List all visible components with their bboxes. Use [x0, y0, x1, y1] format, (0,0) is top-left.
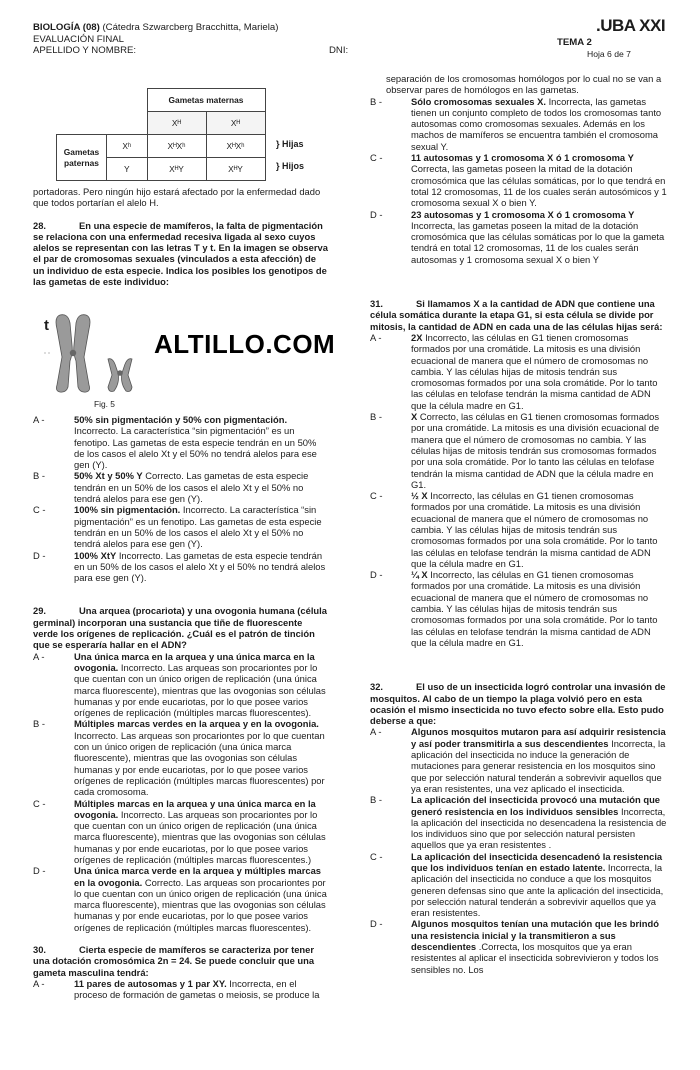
answer-option: D - Algunos mosquitos tenían una mutación que les brindó una resistencia inicial y la transmitieron a sus descendientes .Correcta, los mosquitos que ya eran resistentes al aplicar el insecticida sobrevivieron y todos los sensibles no. Los [370, 918, 659, 975]
paternal-gamete: Y [107, 158, 148, 181]
answer-option: C - 100% sin pigmentación. Incorrecto. La característica “sin pigmentación” es un fenotipo. Las gametas de esta especie tendrán en un 50% de los casos el alelo Xt y el 50% no tendrá alelos para ese gen (Y). [33, 504, 322, 550]
question-30: 30. Cierta especie de mamíferos se caracteriza por tener una dotación cromosómica 2n = 24. Se puede concluir que una gameta masculina tendrá: [33, 944, 315, 978]
left-column-top [33, 186, 329, 287]
name-label: APELLIDO Y NOMBRE: [33, 45, 137, 56]
answer-option: B - X Correcto, las células en G1 tienen cromosomas formados por una cromátide. La mitosis es una división ecuacional de manera que el número de cromosomas no cambia. Y las células hijas de mitosis tendrán sus cromosomas formados por una sola cromátide. Por lo tanto las células en telofase tendrán la misma cantidad de ADN que la célula madre en G1. [370, 411, 660, 490]
answer-option: C - ½ X Incorrecto, las células en G1 tienen cromosomas formados por una cromátide. La mitosis es una división ecuacional de manera que el número de cromosomas no cambia. Y las células hijas de mitosis tendrán sus cromosomas formados por una sola cromátide. Por lo tanto las células en telofase tendrán la misma cantidad de ADN que la célula madre en G1. [370, 490, 658, 569]
header-block [33, 22, 278, 57]
paternal-label: Gametas paternas [57, 135, 107, 181]
question-29: 29. Una arquea (procariota) y una ovogonia humana (célula germinal) incorporan una sustancia que tiñe de fluorescente verde los orígenes de replicación. ¿Cuál es el patrón de tinción que se esperaría hallar en el ADN? [33, 605, 327, 651]
answer-option: D - Una única marca verde en la arquea y múltiples marcas en la ovogonia. Correcto. Las arqueas son procariontes por lo que cuentan con un único origen de replicación (una única marca fluorescente), mientras que las ovogonias son células humanas y por ende eucariotas, por lo que posee varios orígenes de replicación (múltiples marcas fluorescentes). [33, 865, 327, 933]
chromosome-pair-image [40, 313, 155, 395]
continuation-text: separación de los cromosomas homólogos por lo cual no se van a observar pares de homólogos en las gametas. [386, 73, 662, 96]
watermark: ALTILLO.COM [154, 329, 336, 359]
intro-text: portadoras. Pero ningún hijo estará afectado por la enfermedad dado que todos portarían el alelo H. [33, 186, 321, 209]
page-number: Hoja 6 de 7 [587, 49, 631, 59]
figure-caption: Fig. 5 [94, 399, 115, 409]
daughters-note: } Hijas [276, 139, 304, 149]
question-31: 31. Si llamamos X a la cantidad de ADN que contiene una célula somática durante la etapa G1, si esta célula se divide por mitosis, la cantidad de ADN en cada una de las células hijas será: [370, 298, 663, 332]
maternal-gamete: Xᴴ [206, 112, 265, 135]
answer-option: C - 11 autosomas y 1 cromosoma X ó 1 cromosoma Y Correcta, las gametas poseen la mitad de la dotación cromosómica que las células somáticas, por lo que tendrá en total 12 cromosomas, 11 de los cuales serán autosómicos y 1 cromosoma sexual X o bien Y. [370, 152, 667, 209]
genotype-cell: XᴴXʰ [147, 135, 206, 158]
paternal-gamete: Xʰ [107, 135, 148, 158]
allele-label: t [44, 317, 49, 334]
answer-option: B - Múltiples marcas verdes en la arquea y en la ovogonia. Incorrecto. Las arqueas son procariontes por lo que cuentan con un único origen de replicación (una única marca fluorescente), mientras que las ovogonias son células humanas y por ende eucariotas, por lo que posee varios orígenes de replicación (múltiples marcas fluorescentes) por cada cromosoma. [33, 718, 325, 798]
uba-logo: .UBA XXI [596, 16, 666, 35]
answer-option: A - 11 pares de autosomas y 1 par XY. Incorrecta, en el proceso de formación de gametas o meiosis, se produce la [33, 977, 320, 1001]
answer-option: C - La aplicación del insecticida desencadenó la resistencia que los individuos tenían en estado latente. Incorrecta, la aplicación del insecticida no conduce a que los mosquitos generen defensas sino que ante la aplicación del insecticida, por selección natural tenderán a sobrevivir aquellos que ya eran resistentes. [370, 850, 664, 919]
answer-option: A - Algunos mosquitos mutaron para así adquirir resistencia y así poder transmitirla a sus descendientes Incorrecta, la aplicación del insecticida no induce la generación de mutaciones para generar resistencia en los mosquitos sino que por selección natural tenderán a sobrevivir aquellos que ya eran resistentes, una vez aplicado el insecticida. [370, 726, 666, 794]
answer-option: A - 50% sin pigmentación y 50% con pigmentación. Incorrecto. La característica “sin pigmentación” es un fenotipo. Las gametas de esta especie tendrán en un 50% de los casos el alelo Xt y el 50% no tendrá alelos para ese gen (Y). [33, 414, 317, 471]
maternal-gamete: Xᴴ [147, 112, 206, 135]
dni-label: DNI: [329, 45, 349, 56]
answer-option: B - 50% Xt y 50% Y Correcto. Las gametas de esta especie tendrán en un 50% de los casos el alelo Xt y el 50% no tendrá alelos para ese gen (Y). [33, 470, 309, 505]
course-title: BIOLOGÍA (08) (Cátedra Szwarcberg Bracchitta, Mariela) [33, 22, 279, 33]
answer-option: B - Sólo cromosomas sexuales X. Incorrecta, las gametas tienen un conjunto completo de todos los cromosomas tanto autosomas como cromosomas sexuales. Además en los machos de mamíferos se encuentra también el cromosoma sexual Y. [370, 95, 662, 152]
answer-option: A - Una única marca en la arquea y una única marca en la ovogonia. Incorrecto. Las arqueas son procariontes por lo que cuentan con un único origen de replicación (una única marca fluorescente), mientras que las ovogonias son células humanas y por ende eucariotas, por lo que posee varios orígenes de replicación (múltiples marcas fluorescentes). [33, 650, 326, 719]
gametes-table [56, 88, 266, 181]
sons-note: } Hijos [276, 161, 305, 171]
question-28: 28. En una especie de mamíferos, la falta de pigmentación se relaciona con una enfermedad recesiva ligada al sexo cuyos alelos se representan con las letras T y t. En la imagen se observa el par de cromosomas sexuales (vinculados a esta afección) de un individuo de esta especie. Indica los posibles los genotipos de las gametas de este individuo: [33, 219, 328, 288]
answer-option: D - 100% XtY Incorrecto. Las gametas de esta especie tendrán en un 50% de los casos el alelo Xt y el 50% no tendrá alelos para ese gen (Y). [33, 549, 326, 584]
chromosome-figure [40, 313, 155, 413]
left-column-bottom [33, 414, 329, 1001]
exam-title: EVALUACIÓN FINAL [33, 33, 124, 45]
q28-options [33, 414, 329, 583]
answer-option: C - Múltiples marcas en la arquea y una única marca en la ovogonia. Incorrecto. Las arqueas son procariontes por lo que cuentan con un único origen de replicación (una única marca fluorescente), mientras que las ovogonias son células humanas y por ende eucariotas, por lo que posee varios orígenes de replicación (múltiples marcas fluorescentes.) [33, 797, 326, 865]
maternal-header: Gametas maternas [147, 89, 265, 112]
question-32: 32. El uso de un insecticida logró controlar una invasión de mosquitos. Al cabo de un tiempo la plaga volvió pero en esta ocasión el mismo insecticida no tuvo efecto sobre ella. Esto pudo deberse a que: [370, 681, 666, 727]
answer-option: B - La aplicación del insecticida provocó una mutación que generó resistencia en los individuos sensibles Incorrecta, la aplicación del insecticida no desencadena la resistencia de los individuos sino que por selección natural persisten aquellos que ya eran resistentes . [370, 794, 667, 851]
answer-option: A - 2X Incorrecto, las células en G1 tienen cromosomas formados por una cromátide. La mitosis es una división ecuacional de manera que el número de cromosomas no cambia. Y las células hijas de mitosis tendrán sus cromosomas formados por una sola cromátide. Por lo tanto las células en telofase tendrán la misma cantidad de ADN que la célula madre en G1. [370, 331, 658, 411]
genotype-cell: XᴴY [147, 158, 206, 181]
answer-option: D - ¼ X Incorrecto, las células en G1 tienen cromosomas formados por una cromátide. La mitosis es una división ecuacional de manera que el número de cromosomas no cambia. Y las células hijas de mitosis tendrán sus cromosomas formados por una sola cromátide. Por lo tanto las células en telofase tendrán la misma cantidad de ADN que la célula madre en G1. [370, 569, 658, 648]
genotype-cell: XᴴXʰ [206, 135, 265, 158]
answer-option: D - 23 autosomas y 1 cromosoma X ó 1 cromosoma Y Incorrecta, las gametas poseen la mitad de la dotación cromosómica que las células somáticas por lo que la gameta tendrá en total 12 cromosomas, 11 de los cuales serán autosomas y 1 cromosoma sexual X o bien Y [370, 208, 665, 265]
tema-label: TEMA 2 [557, 37, 592, 48]
genotype-cell: XᴴY [206, 158, 265, 181]
right-column [370, 73, 668, 975]
